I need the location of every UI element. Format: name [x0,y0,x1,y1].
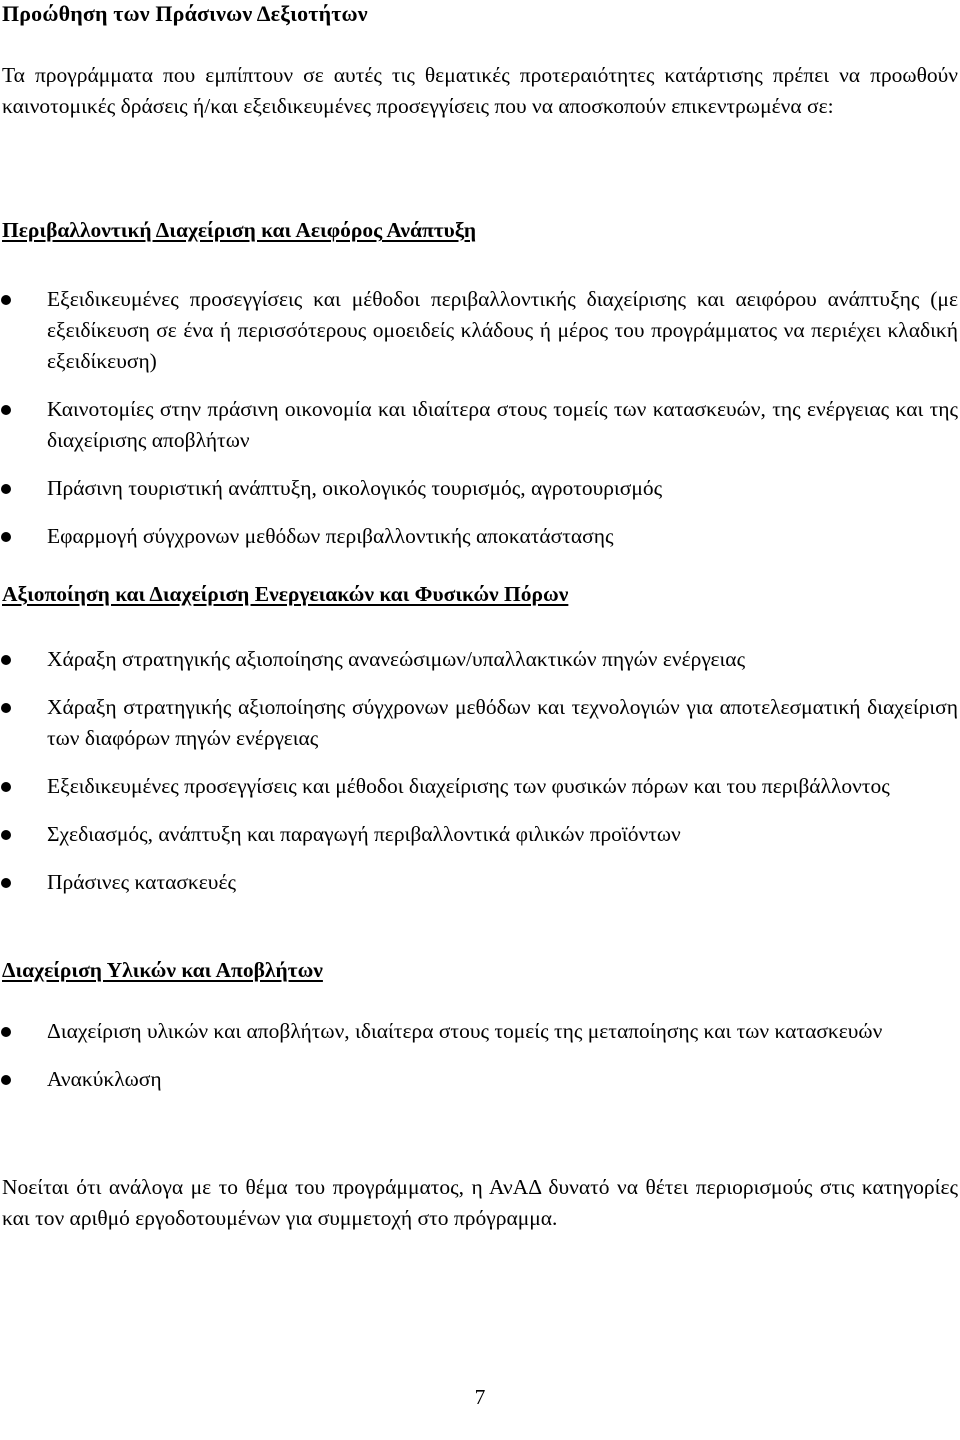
document-title: Προώθηση των Πράσινων Δεξιοτήτων [2,1,368,26]
closing-paragraph: Νοείται ότι ανάλογα με το θέμα του προγράμματος, η ΑνΑΔ δυνατό να θέτει περιορισμούς στις κατηγορίες και τον αριθμό εργοδοτουμένων για συμμετοχή στο πρόγραμμα. [2,1175,958,1230]
list-item-text: Χάραξη στρατηγικής αξιοποίησης σύγχρονων μεθόδων και τεχνολογιών για αποτελεσματική διαχείριση των διαφόρων πηγών ενέργειας [47,695,958,750]
bullet-icon [1,1075,11,1085]
list-item-text: Πράσινη τουριστική ανάπτυξη, οικολογικός τουρισμός, αγροτουρισμός [47,476,663,500]
list-item-text: Εξειδικευμένες προσεγγίσεις και μέθοδοι διαχείρισης των φυσικών πόρων και του περιβάλλοντος [47,774,890,798]
list-item [0,284,958,377]
list-item [0,819,958,850]
list-item [0,644,958,675]
bullet-icon [1,532,11,542]
page-number: 7 [474,1385,486,1409]
bullet-icon [1,295,11,305]
list-item-text: Καινοτομίες στην πράσινη οικονομία και ιδιαίτερα στους τομείς των κατασκευών, της ενέργειας και της διαχείρισης αποβλήτων [47,397,958,452]
list-item [0,1064,958,1095]
list-item [0,1016,958,1047]
bullet-icon [1,830,11,840]
list-item [0,521,958,552]
section-heading-environmental-management: Περιβαλλοντική Διαχείριση και Αειφόρος Ανάπτυξη [2,218,477,242]
list-item [0,394,958,456]
list-item [0,771,958,802]
list-item-text: Εξειδικευμένες προσεγγίσεις και μέθοδοι περιβαλλοντικής διαχείρισης και αειφόρου ανάπτυξης (με εξειδίκευση σε ένα ή περισσότερους ομοειδείς κλάδους ή μέρος του προγράμματος να περιέχει κλαδική εξειδίκευση) [47,287,958,373]
bullet-icon [1,484,11,494]
list-item-text: Πράσινες κατασκευές [47,870,236,894]
bullet-icon [1,703,11,713]
bullet-list-environmental-management [0,284,958,552]
bullet-icon [1,878,11,888]
bullet-icon [1,655,11,665]
list-item [0,473,958,504]
section-heading-waste-management: Διαχείριση Υλικών και Αποβλήτων [2,958,323,982]
bullet-list-energy-resources [0,644,958,898]
bullet-icon [1,405,11,415]
bullet-icon [1,782,11,792]
section-heading-energy-resources: Αξιοποίηση και Διαχείριση Ενεργειακών και Φυσικών Πόρων [2,582,569,606]
bullet-icon [1,1027,11,1037]
list-item-text: Ανακύκλωση [47,1067,162,1091]
list-item [0,692,958,754]
list-item-text: Διαχείριση υλικών και αποβλήτων, ιδιαίτερα στους τομείς της μεταποίησης και των κατασκευών [47,1019,883,1043]
list-item-text: Σχεδιασμός, ανάπτυξη και παραγωγή περιβαλλοντικά φιλικών προϊόντων [47,822,681,846]
list-item-text: Εφαρμογή σύγχρονων μεθόδων περιβαλλοντικής αποκατάστασης [47,524,614,548]
intro-paragraph: Τα προγράμματα που εμπίπτουν σε αυτές τις θεματικές προτεραιότητες κατάρτισης πρέπει να προωθούν καινοτομικές δράσεις ή/και εξειδικευμένες προσεγγίσεις που να αποσκοπούν επικεντρωμένα σε: [2,63,958,118]
list-item [0,867,958,898]
bullet-list-waste-management [0,1016,958,1095]
list-item-text: Χάραξη στρατηγικής αξιοποίησης ανανεώσιμων/υπαλλακτικών πηγών ενέργειας [47,647,746,671]
